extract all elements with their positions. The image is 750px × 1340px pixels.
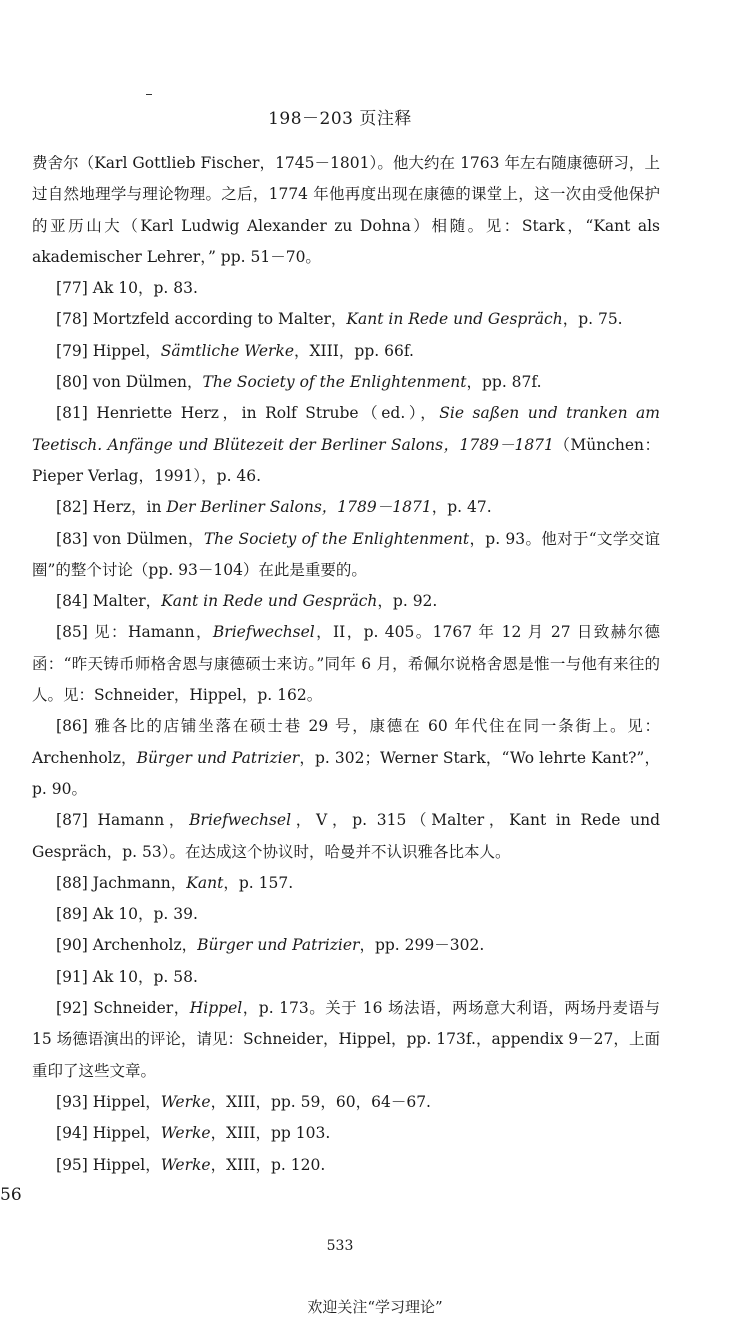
note-title-italic: Bürger und Patrizier xyxy=(197,936,360,955)
note-text-tail: ，p. 302；Werner Stark，“Wo lehrte Kant?”，p. 90。 xyxy=(32,748,660,798)
note-text: Ak 10，p. 39. xyxy=(87,905,198,924)
note-text: 见：Hamann， xyxy=(87,623,213,642)
note-number: [91] xyxy=(56,967,88,986)
note-text-tail: ，p. 93。他对于“文学交谊圈”的整个讨论（pp. 93－104）在此是重要的。 xyxy=(32,529,660,579)
note-title-italic: Kant xyxy=(186,873,224,892)
note-number: [94] xyxy=(56,1124,88,1143)
note-text: Hippel， xyxy=(87,341,161,360)
note-number: [89] xyxy=(56,905,88,924)
note-text: Ak 10，p. 58. xyxy=(87,967,198,986)
note-number: [81] xyxy=(56,404,88,423)
note-number: [92] xyxy=(56,999,88,1018)
note-text: Herz，in xyxy=(87,498,167,517)
note-number: [86] xyxy=(56,717,88,736)
note-number: [87] xyxy=(56,811,88,830)
note-item xyxy=(32,962,660,993)
note-number: [88] xyxy=(56,873,88,892)
notes-list xyxy=(32,273,660,1181)
note-number: [80] xyxy=(56,373,88,392)
note-text-tail: ，pp. 87f. xyxy=(466,373,542,392)
note-text-tail: ，V，p. 315（Malter，Kant in Rede und Gespräch，p. 53）。在达成这个协议时，哈曼并不认识雅各比本人。 xyxy=(32,811,660,861)
note-text-tail: ，p. 173。关于 16 场法语，两场意大利语，两场丹麦语与 15 场德语演出的评论，请见：Schneider，Hippel，pp. 173f.，appendix 9－27，上面重印了这些文章。 xyxy=(32,999,660,1080)
note-item xyxy=(32,711,660,805)
note-item xyxy=(32,492,660,523)
footer-caption: 欢迎关注“学习理论” xyxy=(307,1298,443,1316)
note-text: 雅各比的店铺坐落在硕士巷 29 号，康德在 60 年代住在同一条街上。见：Archenholz， xyxy=(32,717,660,767)
note-number: [93] xyxy=(56,1092,88,1111)
note-text: Hippel， xyxy=(87,1092,161,1111)
note-item xyxy=(32,586,660,617)
scan-speck xyxy=(146,94,152,95)
note-text-tail: ，p. 157. xyxy=(223,873,294,892)
note-text: Ak 10，p. 83. xyxy=(87,279,198,298)
note-item xyxy=(32,993,660,1087)
note-text-tail: ，pp. 299－302. xyxy=(359,936,485,955)
note-title-italic: The Society of the Enlightenment xyxy=(203,529,470,548)
note-number: [90] xyxy=(56,936,88,955)
note-title-italic: Sämtliche Werke xyxy=(160,341,295,360)
note-number: [79] xyxy=(56,341,88,360)
note-item xyxy=(32,336,660,367)
note-number: [85] xyxy=(56,623,88,642)
note-item xyxy=(32,524,660,587)
note-text-tail: ，XIII，pp. 59，60，64－67. xyxy=(210,1092,431,1111)
page-number: 533 xyxy=(326,1238,354,1254)
margin-number: 56 xyxy=(0,1185,22,1205)
note-text-tail: （München：Pieper Verlag，1991），p. 46. xyxy=(32,435,660,485)
note-title-italic: Kant in Rede und Gespräch xyxy=(161,592,378,611)
note-item xyxy=(32,398,660,492)
note-title-italic: Briefwechsel xyxy=(212,623,315,642)
note-title-italic: Werke xyxy=(160,1155,211,1174)
note-item xyxy=(32,617,660,711)
note-title-italic: Bürger und Patrizier xyxy=(136,748,300,767)
note-number: [95] xyxy=(56,1155,88,1174)
note-text: von Dülmen， xyxy=(87,529,204,548)
note-text-tail: ，p. 75. xyxy=(562,310,623,329)
note-title-italic: Briefwechsel xyxy=(189,811,292,830)
note-item xyxy=(32,805,660,868)
note-title-italic: The Society of the Enlightenment xyxy=(202,373,467,392)
continued-note-text: 费舍尔（Karl Gottlieb Fischer，1745－1801）。他大约在 1763 年左右随康德研习，上过自然地理学与理论物理。之后，1774 年他再度出现在康德的课堂上，这一次由受他保护的亚历山大（Karl Ludwig Alexander zu Dohna）相随。见：Stark，“Kant als akademischer Lehrer，” pp. 51－70。 xyxy=(32,154,660,266)
note-title-italic: Werke xyxy=(160,1092,211,1111)
note-text: Hamann， xyxy=(87,811,190,830)
note-text: Jachmann， xyxy=(87,873,187,892)
note-item xyxy=(32,367,660,398)
note-text: Hippel， xyxy=(87,1124,161,1143)
running-head: 198－203 页注释 xyxy=(268,109,412,129)
note-number: [82] xyxy=(56,498,88,517)
notes-body xyxy=(32,148,660,1181)
note-item xyxy=(32,868,660,899)
note-text: Malter， xyxy=(87,592,162,611)
note-title-italic: Kant in Rede und Gespräch xyxy=(346,310,563,329)
note-text-tail: ，p. 92. xyxy=(377,592,438,611)
note-number: [84] xyxy=(56,592,88,611)
note-item xyxy=(32,1087,660,1118)
note-item xyxy=(32,1118,660,1149)
note-text: Archenholz， xyxy=(87,936,198,955)
note-item xyxy=(32,899,660,930)
note-text: Schneider， xyxy=(87,999,190,1018)
note-text-tail: ，XIII，pp 103. xyxy=(210,1124,331,1143)
note-number: [77] xyxy=(56,279,88,298)
note-text: Mortzfeld according to Malter， xyxy=(87,310,347,329)
note-title-italic: Der Berliner Salons，1789－1871 xyxy=(166,498,432,517)
note-title-italic: Sie saßen und tranken am Teetisch. Anfänge und Blütezeit der Berliner Salons，1789－1871 xyxy=(32,404,660,454)
note-text: Henriette Herz，in Rolf Strube（ed.）， xyxy=(87,404,440,423)
note-number: [78] xyxy=(56,310,88,329)
note-text: Hippel， xyxy=(87,1155,161,1174)
note-item xyxy=(32,273,660,304)
note-text-tail: ，II，p. 405。1767 年 12 月 27 日致赫尔德函：“昨天铸币师格舍恩与康德硕士来访。”同年 6 月，希佩尔说格舍恩是惟一与他有来往的人。见：Schneider，Hippel，p. 162。 xyxy=(32,623,660,705)
note-item xyxy=(32,930,660,961)
note-text-tail: ，p. 47. xyxy=(431,498,492,517)
note-text: von Dülmen， xyxy=(87,373,203,392)
note-item xyxy=(32,304,660,335)
note-text-tail: ，XIII，p. 120. xyxy=(210,1155,326,1174)
note-title-italic: Werke xyxy=(160,1124,211,1143)
note-text-tail: ，XIII，pp. 66f. xyxy=(294,341,414,360)
note-item xyxy=(32,1150,660,1181)
note-number: [83] xyxy=(56,529,88,548)
note-title-italic: Hippel xyxy=(189,999,243,1018)
